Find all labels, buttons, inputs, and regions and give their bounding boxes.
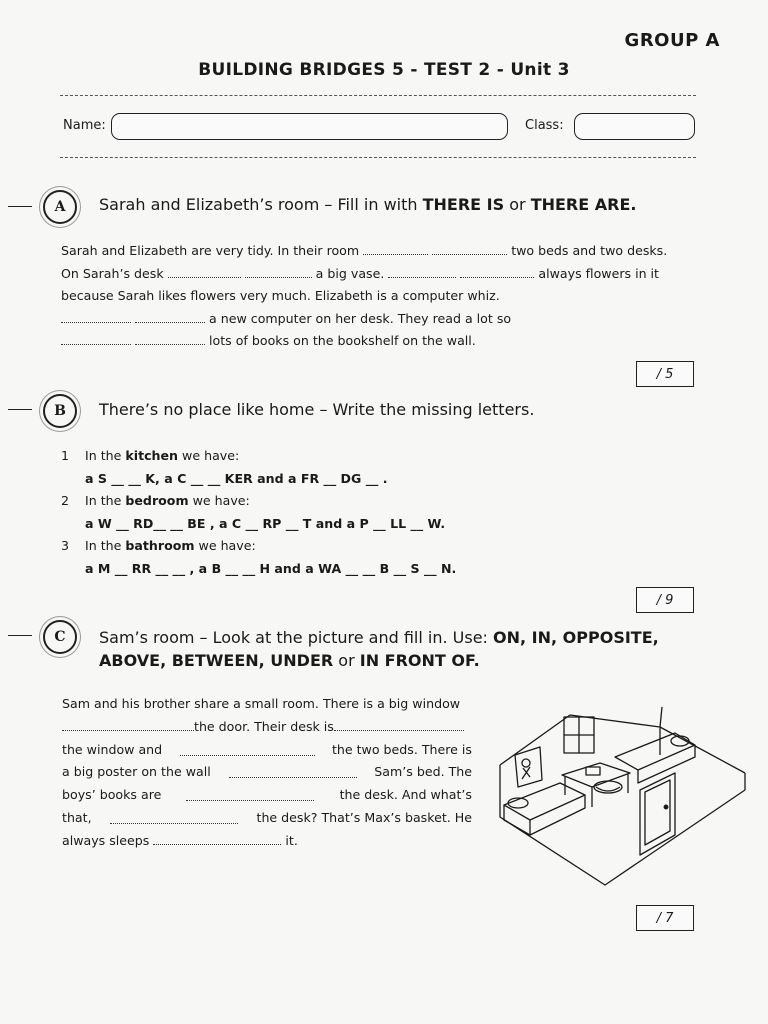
line-text: because Sarah likes flowers very much. Elizabeth is a computer whiz. <box>61 288 500 303</box>
section-c-badge: C <box>43 620 77 654</box>
line-text: always flowers in it <box>534 265 659 281</box>
class-label: Class: <box>525 118 564 133</box>
blank[interactable] <box>110 813 238 824</box>
section-c-text <box>62 693 472 853</box>
line-text: Sam’s bed. The <box>374 764 472 780</box>
item-room: bathroom <box>125 538 195 553</box>
item-room: kitchen <box>125 448 179 463</box>
item-room: bedroom <box>125 493 189 508</box>
divider <box>60 95 696 96</box>
text-line <box>62 761 472 784</box>
line-text: lots of books on the bookshelf on the wall. <box>205 333 476 348</box>
text-line <box>61 308 697 331</box>
blank[interactable] <box>388 267 456 278</box>
list-item <box>61 490 681 513</box>
blank[interactable] <box>432 244 507 255</box>
door-handle <box>664 805 668 809</box>
basket-rim <box>596 787 620 791</box>
blank[interactable] <box>168 267 241 278</box>
back-wall-edge <box>500 707 662 765</box>
blank[interactable] <box>229 767 357 778</box>
line-text: On Sarah’s desk <box>61 265 168 281</box>
bed-left-side <box>530 795 585 835</box>
item-text: we have: <box>178 448 240 463</box>
text-line <box>62 830 472 853</box>
section-lead-line <box>8 206 32 207</box>
item-number: 1 <box>61 448 70 463</box>
line-text: Sam and his brother share a small room. There is a big window <box>62 696 461 711</box>
section-b-badge: B <box>43 394 77 428</box>
section-a-score-box[interactable]: / 5 <box>636 361 694 387</box>
section-a-text <box>61 240 697 353</box>
blank[interactable] <box>135 312 205 323</box>
text-line <box>62 693 472 716</box>
text-line <box>62 739 472 762</box>
heading-keyword: ON, IN, OPPOSITE, <box>493 628 659 647</box>
divider <box>60 157 696 158</box>
heading-keyword: THERE ARE. <box>530 195 637 214</box>
blank[interactable] <box>460 267 534 278</box>
heading-text: or <box>504 195 531 214</box>
group-label: GROUP A <box>624 30 720 51</box>
item-number: 3 <box>61 538 70 553</box>
text-line <box>62 784 472 807</box>
section-c-score-box[interactable]: / 7 <box>636 905 694 931</box>
line-text: the desk? That’s Max’s basket. He <box>256 809 472 825</box>
line-text: boys’ books are <box>62 787 162 803</box>
blank[interactable] <box>61 312 131 323</box>
name-field[interactable] <box>111 113 508 140</box>
bed-left-side <box>504 805 530 835</box>
poster-figure <box>522 767 530 779</box>
section-lead-line <box>8 409 32 410</box>
blank[interactable] <box>245 267 312 278</box>
section-a-badge: A <box>43 190 77 224</box>
line-text: the desk. And what’s <box>339 787 472 803</box>
name-label: Name: <box>63 118 106 133</box>
item-text: we have: <box>188 493 250 508</box>
item-text: we have: <box>194 538 256 553</box>
blank[interactable] <box>62 720 194 731</box>
line-text: a new computer on her desk. They read a lot so <box>205 310 512 326</box>
blank[interactable] <box>61 334 131 345</box>
section-b-heading: There’s no place like home – Write the missing letters. <box>99 400 535 419</box>
text-line <box>61 240 697 263</box>
section-lead-line <box>8 635 32 636</box>
text-line <box>61 285 697 308</box>
list-item <box>61 445 681 468</box>
bed-right <box>615 733 695 770</box>
item-text: In the <box>85 448 126 463</box>
line-text: a big vase. <box>311 265 389 281</box>
item-answer[interactable]: a W __ RD__ __ BE , a C __ RP __ T and a P __ LL __ W. <box>85 515 446 531</box>
heading-text: Sam’s room – Look at the picture and fill in. Use: <box>99 628 494 647</box>
item-answer[interactable]: a S __ __ K, a C __ __ KER and a FR __ DG __ . <box>85 470 388 486</box>
text-line <box>61 330 697 353</box>
line-text: the window and <box>62 741 163 757</box>
section-a-heading <box>99 195 636 214</box>
line-text: it. <box>285 832 298 848</box>
blank[interactable] <box>334 720 464 731</box>
blank[interactable] <box>180 745 315 756</box>
class-field[interactable] <box>574 113 695 140</box>
text-line <box>62 807 472 830</box>
line-text: Sarah and Elizabeth are very tidy. In their room <box>61 243 364 258</box>
section-b-score-box[interactable]: / 9 <box>636 587 694 613</box>
blank[interactable] <box>363 244 428 255</box>
text-line <box>62 716 472 739</box>
room-illustration <box>490 695 750 890</box>
line-text: always sleeps <box>62 832 150 848</box>
poster-figure <box>522 759 530 767</box>
blank[interactable] <box>135 334 205 345</box>
heading-keyword: THERE IS <box>422 195 505 214</box>
line-text: two beds and two desks. <box>507 243 668 258</box>
line-text: a big poster on the wall <box>62 764 211 780</box>
blank[interactable] <box>186 790 314 801</box>
section-c-heading <box>99 626 699 672</box>
text-line <box>61 263 697 286</box>
line-text: the two beds. There is <box>331 741 472 757</box>
heading-keyword: ABOVE, BETWEEN, UNDER <box>99 651 334 670</box>
page-title: BUILDING BRIDGES 5 - TEST 2 - Unit 3 <box>198 60 570 80</box>
blank[interactable] <box>153 834 281 845</box>
line-text: the door. Their desk is <box>194 718 334 734</box>
list-item <box>61 535 681 558</box>
item-number: 2 <box>61 493 70 508</box>
line-text: that, <box>62 809 92 825</box>
heading-text: or <box>333 651 360 670</box>
section-b-list <box>61 445 681 580</box>
item-answer[interactable]: a M __ RR __ __ , a B __ __ H and a WA __ __ B __ S __ N. <box>85 560 457 576</box>
door-panel <box>645 780 670 845</box>
item-text: In the <box>85 493 126 508</box>
poster <box>515 747 542 787</box>
item-text: In the <box>85 538 126 553</box>
floor-outline <box>500 765 745 885</box>
books <box>586 767 600 775</box>
heading-text: Sarah and Elizabeth’s room – Fill in with <box>99 195 423 214</box>
heading-keyword: IN FRONT OF. <box>359 651 480 670</box>
